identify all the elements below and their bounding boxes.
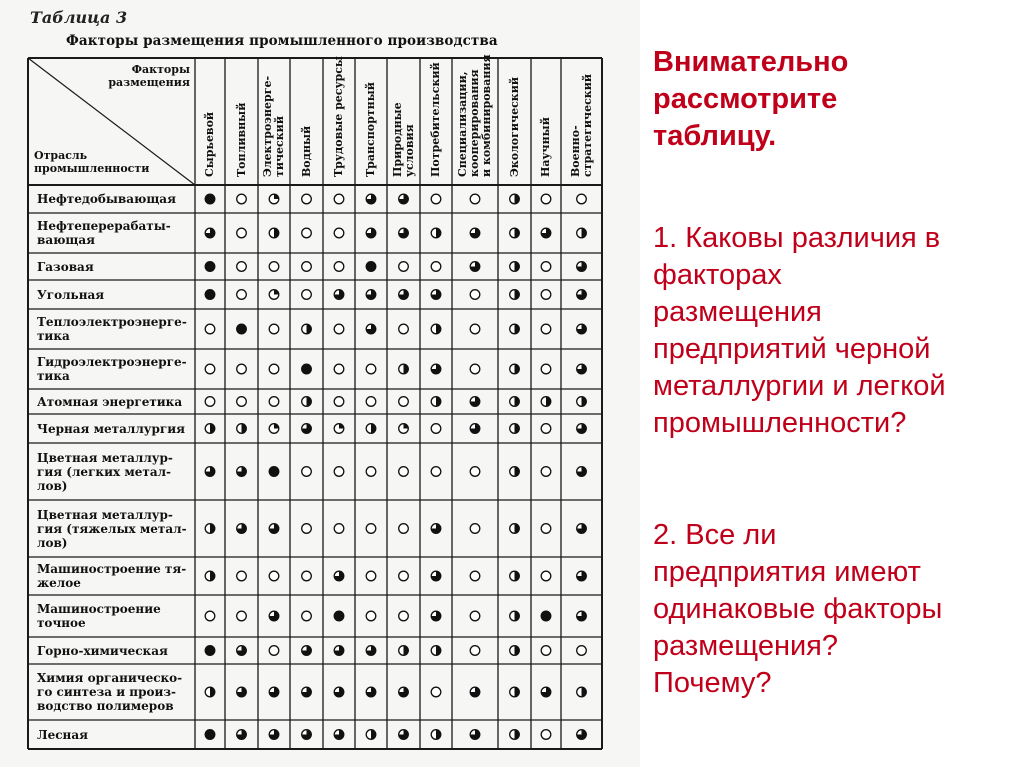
mark-three — [431, 571, 441, 581]
mark-empty — [541, 194, 551, 204]
mark-three — [470, 397, 480, 407]
mark-empty — [541, 467, 551, 477]
mark-empty — [237, 397, 247, 407]
mark-three — [269, 730, 279, 740]
column-header-label: Экологический — [507, 76, 521, 177]
mark-three — [577, 262, 587, 272]
mark-empty — [334, 397, 344, 407]
corner-label-factors: Факторы — [131, 63, 190, 76]
mark-three — [399, 290, 409, 300]
mark-empty — [237, 228, 247, 238]
mark-empty — [541, 324, 551, 334]
mark-empty — [237, 194, 247, 204]
mark-three — [237, 467, 247, 477]
mark-empty — [399, 467, 409, 477]
mark-three — [237, 646, 247, 656]
column-header-label: Трудовые ресурсы — [332, 56, 345, 177]
corner-label-industry: Отрасль — [34, 149, 88, 162]
mark-empty — [541, 524, 551, 534]
mark-empty — [334, 364, 344, 374]
mark-three — [577, 730, 587, 740]
row-label: Цветная металлур- — [37, 507, 173, 522]
mark-empty — [470, 646, 480, 656]
mark-empty — [541, 646, 551, 656]
mark-half — [510, 467, 520, 477]
mark-half — [510, 687, 520, 697]
mark-empty — [302, 262, 312, 272]
mark-three — [577, 467, 587, 477]
mark-three — [366, 324, 376, 334]
row-label: желое — [37, 576, 81, 590]
mark-full — [205, 194, 215, 204]
column-header-label: Водный — [299, 125, 313, 177]
mark-three — [470, 228, 480, 238]
mark-half — [510, 646, 520, 656]
mark-empty — [541, 262, 551, 272]
mark-half — [577, 687, 587, 697]
row-label: Черная металлургия — [37, 421, 185, 436]
mark-empty — [269, 262, 279, 272]
mark-half — [431, 324, 441, 334]
mark-empty — [470, 467, 480, 477]
mark-half — [510, 524, 520, 534]
row-label: точное — [37, 616, 86, 630]
row-label: гия (легких метал- — [37, 464, 172, 479]
row-label: Машиностроение — [37, 602, 161, 616]
mark-half — [205, 687, 215, 697]
mark-three — [302, 646, 312, 656]
column-header-label: условия — [402, 124, 416, 177]
mark-three — [205, 228, 215, 238]
mark-three — [577, 524, 587, 534]
mark-empty — [302, 467, 312, 477]
mark-empty — [334, 228, 344, 238]
mark-empty — [541, 364, 551, 374]
mark-empty — [237, 611, 247, 621]
mark-three — [302, 687, 312, 697]
mark-empty — [470, 611, 480, 621]
mark-full — [269, 467, 279, 477]
row-label: Газовая — [37, 259, 94, 274]
mark-three — [431, 290, 441, 300]
mark-quarter — [269, 424, 279, 434]
mark-half — [577, 397, 587, 407]
mark-half — [541, 397, 551, 407]
row-label: Гидроэлектроэнерге- — [37, 355, 187, 369]
row-label: вающая — [37, 233, 96, 247]
mark-three — [205, 467, 215, 477]
mark-three — [431, 524, 441, 534]
mark-empty — [334, 324, 344, 334]
mark-empty — [431, 467, 441, 477]
column-header-label: Сырьевой — [203, 111, 216, 177]
mark-three — [237, 730, 247, 740]
row-label: Нефтеперерабаты- — [37, 219, 171, 233]
mark-empty — [269, 646, 279, 656]
mark-half — [205, 524, 215, 534]
mark-three — [541, 687, 551, 697]
mark-three — [577, 424, 587, 434]
mark-empty — [237, 571, 247, 581]
mark-empty — [470, 571, 480, 581]
row-label: Атомная энергетика — [37, 394, 183, 409]
mark-empty — [541, 571, 551, 581]
mark-three — [269, 687, 279, 697]
mark-empty — [431, 262, 441, 272]
mark-full — [205, 646, 215, 656]
mark-three — [237, 687, 247, 697]
mark-empty — [541, 424, 551, 434]
mark-three — [577, 611, 587, 621]
column-header-label: Военно- — [568, 125, 582, 177]
mark-three — [577, 571, 587, 581]
mark-three — [334, 730, 344, 740]
mark-half — [577, 228, 587, 238]
column-header-label: Специализации, — [456, 71, 469, 177]
mark-empty — [334, 524, 344, 534]
mark-empty — [577, 646, 587, 656]
mark-three — [269, 611, 279, 621]
mark-three — [237, 524, 247, 534]
mark-half — [510, 364, 520, 374]
mark-empty — [302, 524, 312, 534]
mark-empty — [269, 364, 279, 374]
mark-half — [510, 571, 520, 581]
mark-full — [205, 290, 215, 300]
mark-empty — [302, 290, 312, 300]
mark-empty — [399, 524, 409, 534]
mark-half — [269, 228, 279, 238]
mark-empty — [366, 571, 376, 581]
question-1: 1. Каковы различия в факторах размещения предприятий черной металлургии и легкой промышленности? — [653, 222, 946, 439]
column-header-label: тический — [273, 116, 286, 177]
mark-three — [399, 730, 409, 740]
column-header-label: Природные — [390, 102, 404, 177]
mark-empty — [302, 194, 312, 204]
mark-empty — [577, 194, 587, 204]
row-label: Теплоэлектроэнерге- — [37, 315, 187, 329]
mark-three — [334, 687, 344, 697]
row-label: го синтеза и произ- — [37, 685, 177, 699]
mark-three — [470, 262, 480, 272]
column-header-label: Научный — [539, 117, 552, 177]
mark-empty — [269, 397, 279, 407]
column-header-label: Потребительский — [429, 62, 442, 177]
corner-label-industry: промышленности — [34, 162, 150, 175]
mark-empty — [399, 262, 409, 272]
mark-empty — [431, 424, 441, 434]
mark-full — [334, 611, 344, 621]
mark-empty — [470, 524, 480, 534]
table-number: Таблица 3 — [30, 8, 128, 27]
mark-empty — [541, 290, 551, 300]
mark-empty — [237, 364, 247, 374]
mark-three — [470, 730, 480, 740]
mark-empty — [399, 397, 409, 407]
mark-empty — [470, 324, 480, 334]
row-label: Цветная металлур- — [37, 450, 173, 465]
row-label: Лесная — [37, 727, 88, 742]
column-header-label: Топливный — [234, 102, 248, 177]
mark-empty — [334, 467, 344, 477]
mark-half — [510, 228, 520, 238]
mark-half — [510, 424, 520, 434]
mark-three — [334, 290, 344, 300]
mark-empty — [237, 262, 247, 272]
mark-empty — [269, 571, 279, 581]
mark-full — [302, 364, 312, 374]
mark-empty — [334, 194, 344, 204]
row-label: лов) — [37, 535, 68, 550]
mark-half — [205, 424, 215, 434]
mark-half — [205, 571, 215, 581]
mark-empty — [302, 571, 312, 581]
mark-empty — [302, 228, 312, 238]
mark-empty — [237, 290, 247, 300]
mark-three — [366, 290, 376, 300]
mark-half — [510, 730, 520, 740]
mark-three — [302, 424, 312, 434]
row-label: Горно-химическая — [37, 643, 168, 658]
mark-three — [431, 611, 441, 621]
row-label: водство полимеров — [37, 699, 174, 713]
mark-three — [577, 290, 587, 300]
mark-three — [399, 687, 409, 697]
mark-three — [577, 364, 587, 374]
mark-three — [366, 687, 376, 697]
mark-three — [541, 228, 551, 238]
row-label: тика — [37, 369, 70, 383]
mark-empty — [302, 611, 312, 621]
task-heading: Внимательно рассмотрите таблицу. — [653, 46, 849, 152]
mark-quarter — [269, 290, 279, 300]
mark-empty — [470, 364, 480, 374]
mark-three — [334, 646, 344, 656]
mark-empty — [205, 324, 215, 334]
mark-half — [366, 424, 376, 434]
mark-empty — [366, 467, 376, 477]
mark-empty — [205, 397, 215, 407]
mark-three — [334, 571, 344, 581]
mark-half — [510, 611, 520, 621]
row-label: Нефтедобывающая — [37, 192, 176, 206]
row-label: гия (тяжелых метал- — [37, 521, 187, 536]
mark-three — [399, 194, 409, 204]
mark-full — [205, 262, 215, 272]
mark-empty — [366, 611, 376, 621]
mark-half — [431, 228, 441, 238]
mark-three — [269, 524, 279, 534]
mark-three — [366, 194, 376, 204]
mark-empty — [334, 262, 344, 272]
mark-empty — [399, 324, 409, 334]
mark-full — [541, 611, 551, 621]
mark-three — [366, 646, 376, 656]
mark-full — [237, 324, 247, 334]
mark-empty — [431, 687, 441, 697]
mark-three — [399, 228, 409, 238]
mark-empty — [399, 571, 409, 581]
row-label: Химия органическо- — [37, 671, 183, 685]
mark-empty — [366, 364, 376, 374]
mark-half — [302, 397, 312, 407]
mark-empty — [205, 364, 215, 374]
mark-half — [510, 262, 520, 272]
mark-half — [366, 730, 376, 740]
mark-empty — [470, 194, 480, 204]
mark-three — [470, 687, 480, 697]
mark-empty — [541, 730, 551, 740]
mark-empty — [399, 611, 409, 621]
mark-quarter — [334, 424, 344, 434]
row-label: Машиностроение тя- — [37, 562, 187, 576]
mark-empty — [205, 611, 215, 621]
mark-three — [577, 324, 587, 334]
row-label: Угольная — [37, 287, 105, 302]
mark-half — [237, 424, 247, 434]
mark-empty — [366, 397, 376, 407]
mark-three — [366, 228, 376, 238]
mark-half — [399, 646, 409, 656]
mark-half — [510, 290, 520, 300]
mark-empty — [431, 194, 441, 204]
mark-full — [366, 262, 376, 272]
mark-half — [510, 194, 520, 204]
column-header-label: Транспортный — [364, 82, 377, 177]
column-header-label: и комбинирования — [480, 54, 493, 177]
mark-half — [431, 730, 441, 740]
question-2: 2. Все ли предприятия имеют одинаковые факторы размещения? Почему? — [653, 519, 943, 699]
column-header-label: кооперирования — [468, 69, 481, 177]
mark-half — [302, 324, 312, 334]
mark-empty — [470, 290, 480, 300]
mark-half — [510, 397, 520, 407]
mark-half — [431, 646, 441, 656]
mark-full — [205, 730, 215, 740]
column-header-label: Электроэнерге- — [261, 75, 274, 177]
mark-three — [470, 424, 480, 434]
task-panel — [653, 44, 1013, 699]
mark-quarter — [269, 194, 279, 204]
mark-quarter — [399, 424, 409, 434]
row-label: тика — [37, 329, 70, 343]
mark-half — [431, 397, 441, 407]
row-label: лов) — [37, 478, 68, 493]
mark-half — [399, 364, 409, 374]
corner-label-factors: размещения — [108, 76, 190, 89]
mark-three — [302, 730, 312, 740]
column-header-label: стратегический — [580, 73, 594, 177]
table-title: Факторы размещения промышленного производства — [66, 33, 498, 49]
mark-empty — [269, 324, 279, 334]
mark-empty — [366, 524, 376, 534]
mark-half — [510, 324, 520, 334]
mark-three — [431, 364, 441, 374]
